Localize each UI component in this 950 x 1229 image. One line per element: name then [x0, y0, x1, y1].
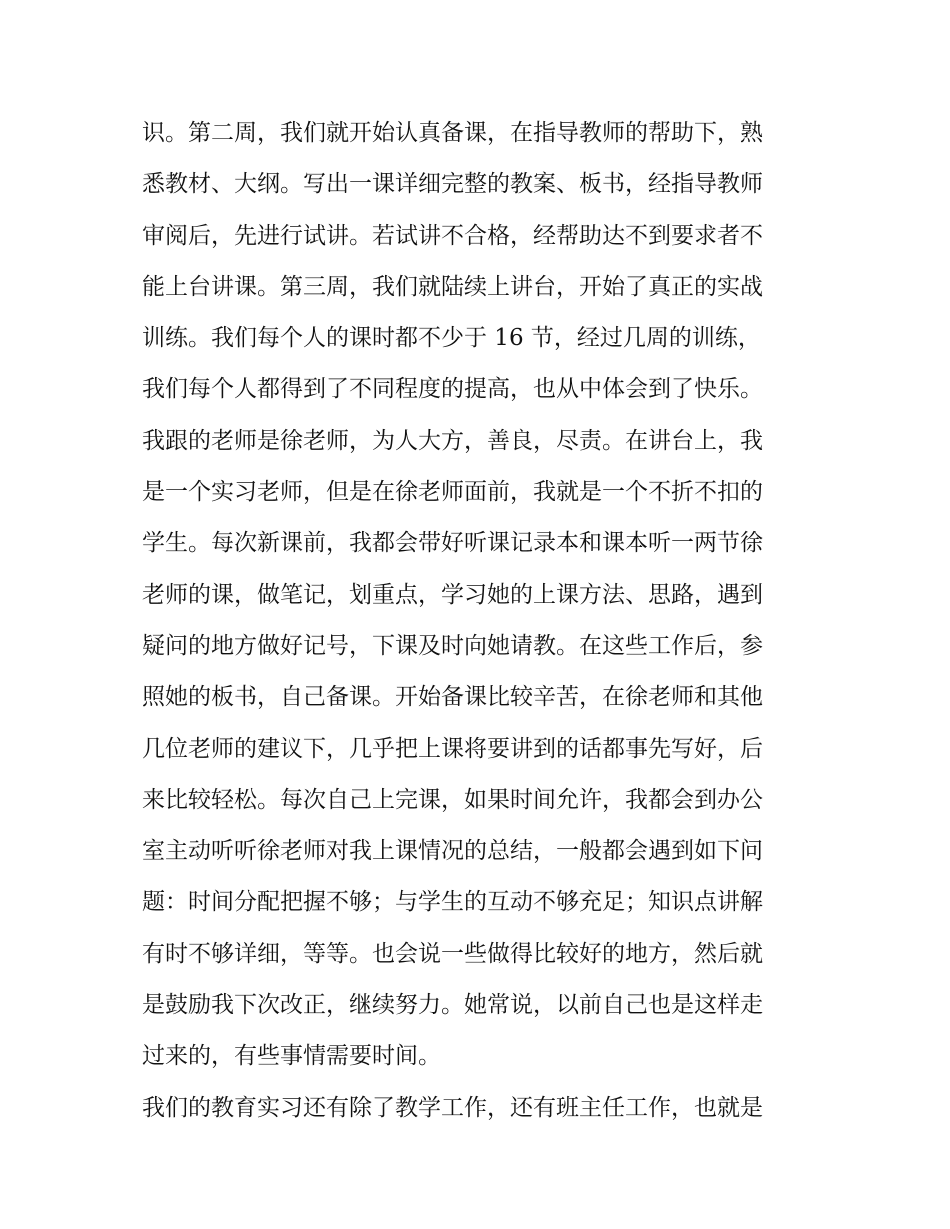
text-line: 识。第二周，我们就开始认真备课，在指导教师的帮助下，熟 [142, 120, 763, 146]
text-line: 审阅后，先进行试讲。若试讲不合格，经帮助达不到要求者不 [142, 222, 763, 249]
text-line: 照她的板书，自己备课。开始备课比较辛苦，在徐老师和其他 [142, 684, 763, 711]
text-line: 我们的教育实习还有除了教学工作，还有班主任工作，也就是 [142, 1094, 763, 1121]
text-line: 悉教材、大纲。写出一课详细完整的教案、板书，经指导教师 [142, 171, 763, 198]
text-line: 老师的课，做笔记，划重点，学习她的上课方法、思路，遇到 [142, 581, 763, 608]
text-line: 疑问的地方做好记号，下课及时向她请教。在这些工作后，参 [142, 632, 763, 659]
text-line: 几位老师的建议下，几乎把上课将要讲到的话都事先写好，后 [142, 735, 763, 762]
text-line: 训练。我们每个人的课时都不少于 16 节，经过几周的训练， [142, 325, 761, 352]
text-line: 能上台讲课。第三周，我们就陆续上讲台，开始了真正的实战 [142, 273, 763, 300]
text-line: 是一个实习老师，但是在徐老师面前，我就是一个不折不扣的 [142, 479, 763, 506]
text-line: 有时不够详细，等等。也会说一些做得比较好的地方，然后就 [142, 940, 763, 967]
text-line: 是鼓励我下次改正，继续努力。她常说，以前自己也是这样走 [142, 992, 763, 1019]
body-text [142, 108, 822, 1134]
text-line: 来比较轻松。每次自己上完课，如果时间允许，我都会到办公 [142, 786, 763, 813]
text-line: 室主动听听徐老师对我上课情况的总结，一般都会遇到如下问 [142, 838, 763, 865]
text-line: 我们每个人都得到了不同程度的提高，也从中体会到了快乐。 [142, 376, 763, 403]
text-line: 我跟的老师是徐老师，为人大方，善良，尽责。在讲台上，我 [142, 427, 763, 454]
text-line: 学生。每次新课前，我都会带好听课记录本和课本听一两节徐 [142, 530, 763, 557]
text-line: 题：时间分配把握不够；与学生的互动不够充足；知识点讲解 [142, 889, 763, 916]
text-line: 过来的，有些事情需要时间。 [142, 1043, 441, 1070]
